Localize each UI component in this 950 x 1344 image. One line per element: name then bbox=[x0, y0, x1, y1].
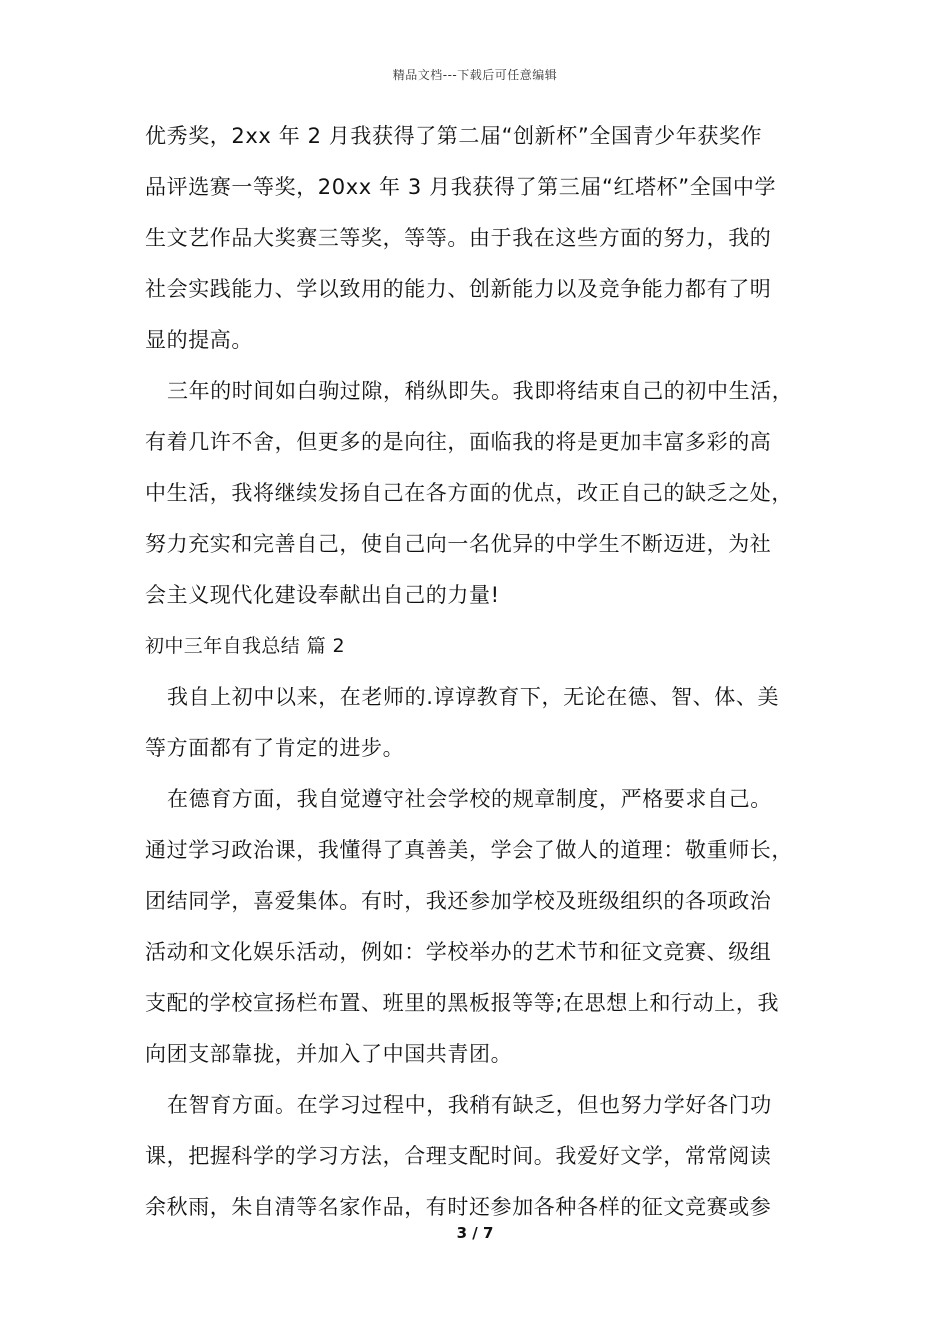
text-line: 努力充实和完善自己，使自己向一名优异的中学生不断迈进，为社 bbox=[145, 532, 772, 556]
section-title: 初中三年自我总结 篇 2 bbox=[145, 635, 345, 657]
paragraph bbox=[145, 379, 815, 608]
document-body bbox=[145, 124, 815, 1220]
paragraph bbox=[145, 685, 815, 761]
text-line: 有着几许不舍，但更多的是向往，面临我的将是更加丰富多彩的高 bbox=[145, 430, 772, 454]
text-line: 等方面都有了肯定的进步。 bbox=[145, 736, 405, 760]
text-line: 课，把握科学的学习方法，合理支配时间。我爱好文学，常常阅读 bbox=[145, 1144, 772, 1168]
text-line: 品评选赛一等奖，20xx 年 3 月我获得了第三届“红塔杯”全国中学 bbox=[145, 175, 777, 199]
text-line: 在智育方面。在学习过程中，我稍有缺乏，但也努力学好各门功 bbox=[167, 1093, 772, 1117]
text-line: 会主义现代化建设奉献出自己的力量! bbox=[145, 583, 500, 607]
text-line: 优秀奖，2xx 年 2 月我获得了第二届“创新杯”全国青少年获奖作 bbox=[145, 124, 763, 148]
text-line: 社会实践能力、学以致用的能力、创新能力以及竞争能力都有了明 bbox=[145, 277, 772, 301]
page-header: 精品文档---下载后可任意编辑 bbox=[392, 68, 558, 82]
text-line: 在德育方面，我自觉遵守社会学校的规章制度，严格要求自己。 bbox=[167, 787, 772, 811]
text-line: 向团支部靠拢，并加入了中国共青团。 bbox=[145, 1042, 513, 1066]
page-number: 3 / 7 bbox=[456, 1224, 494, 1242]
text-line: 团结同学，喜爱集体。有时，我还参加学校及班级组织的各项政治 bbox=[145, 889, 772, 913]
paragraph bbox=[145, 1093, 815, 1220]
text-line: 活动和文化娱乐活动，例如：学校举办的艺术节和征文竞赛、级组 bbox=[145, 940, 772, 964]
text-line: 三年的时间如白驹过隙，稍纵即失。我即将结束自己的初中生活， bbox=[167, 379, 794, 403]
text-line: 支配的学校宣扬栏布置、班里的黑板报等等;在思想上和行动上，我 bbox=[145, 991, 780, 1015]
text-line: 通过学习政治课，我懂得了真善美，学会了做人的道理：敬重师长， bbox=[145, 838, 793, 862]
text-line: 余秋雨，朱自清等名家作品，有时还参加各种各样的征文竞赛或参 bbox=[145, 1195, 772, 1219]
paragraph bbox=[145, 124, 815, 353]
text-line: 显的提高。 bbox=[145, 328, 253, 352]
text-line: 生文艺作品大奖赛三等奖，等等。由于我在这些方面的努力，我的 bbox=[145, 226, 772, 250]
text-line: 中生活，我将继续发扬自己在各方面的优点，改正自己的缺乏之处， bbox=[145, 481, 793, 505]
paragraph bbox=[145, 787, 815, 1067]
text-line: 我自上初中以来，在老师的.谆谆教育下，无论在德、智、体、美 bbox=[167, 685, 780, 709]
